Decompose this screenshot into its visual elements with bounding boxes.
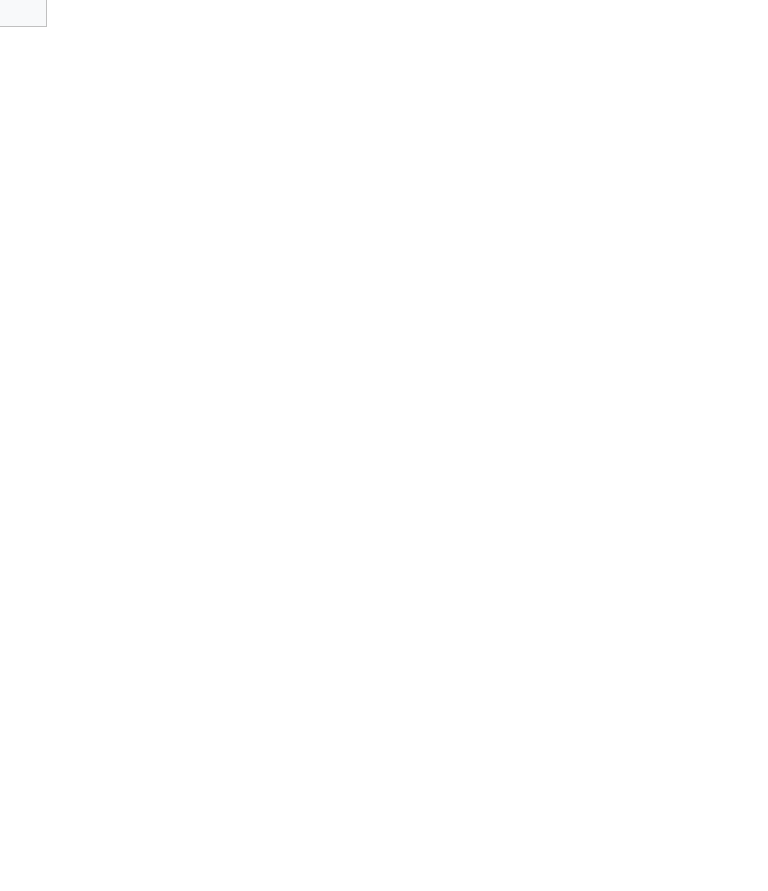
- select-all-corner[interactable]: [0, 0, 47, 27]
